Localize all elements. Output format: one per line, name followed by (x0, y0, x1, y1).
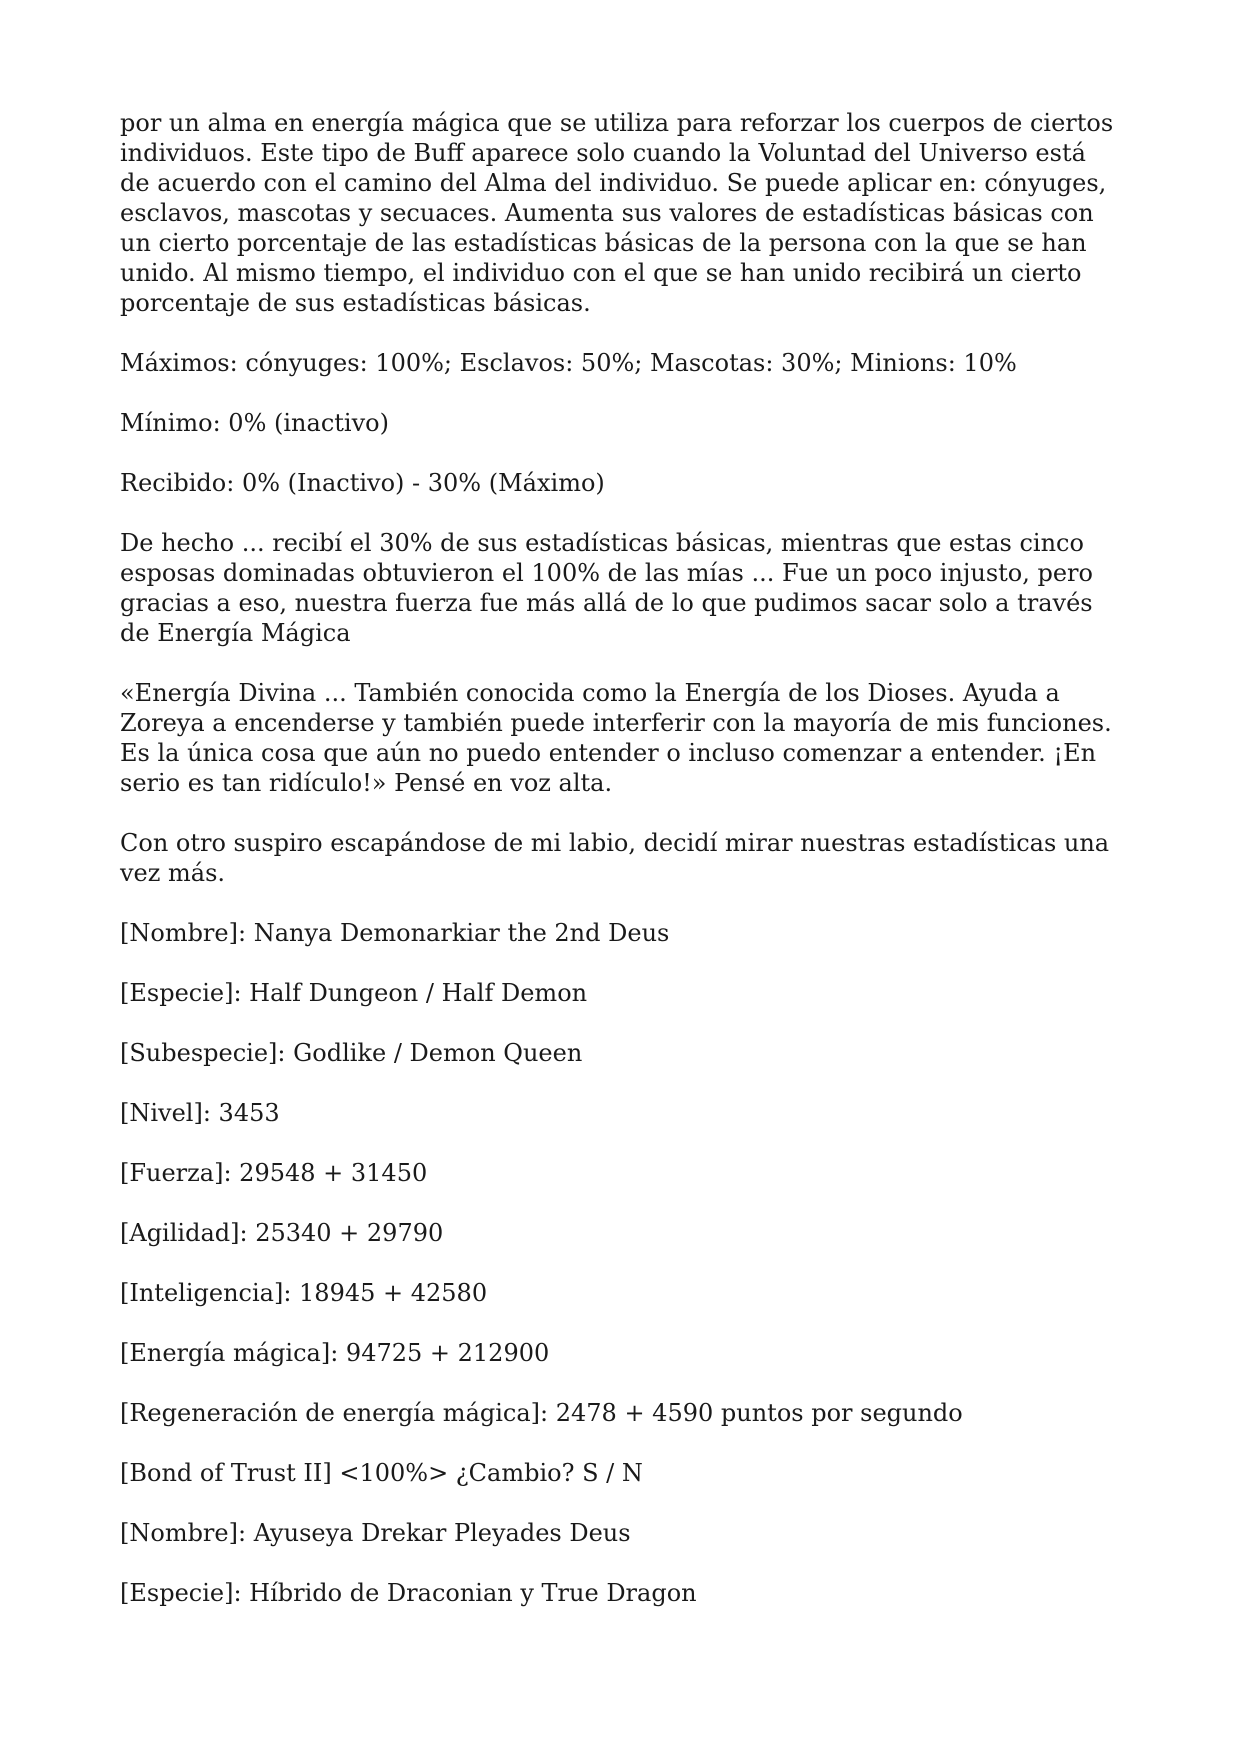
stat-line-species-2: [Especie]: Híbrido de Draconian y True Dragon (120, 1579, 697, 1607)
paragraph-divine-energy-quote: «Energía Divina ... También conocida como la Energía de los Dioses. Ayuda a Zoreya a encenderse y también puede interferir con la mayoría de mis funciones. Es la única cosa que aún no puedo entender o incluso comenzar a entender. ¡En serio es tan ridículo!» Pensé en voz alta. (120, 679, 1112, 797)
stat-line-level: [Nivel]: 3453 (120, 1099, 280, 1127)
stat-line-strength: [Fuerza]: 29548 + 31450 (120, 1159, 428, 1187)
paragraph-bond-description: por un alma en energía mágica que se utiliza para reforzar los cuerpos de ciertos individuos. Este tipo de Buff aparece solo cuando la Voluntad del Universo está de acuerdo con el camino del Alma del individuo. Se puede aplicar en: cónyuges, esclavos, mascotas y secuaces. Aumenta sus valores de estadísticas básicas con un cierto porcentaje de las estadísticas básicas de la persona con la que se han unido. Al mismo tiempo, el individuo con el que se han unido recibirá un cierto porcentaje de sus estadísticas básicas. (120, 109, 1114, 317)
paragraph-narration-stats: De hecho ... recibí el 30% de sus estadísticas básicas, mientras que estas cinco esposas dominadas obtuvieron el 100% de las mías ... Fue un poco injusto, pero gracias a eso, nuestra fuerza fue más allá de lo que pudimos sacar solo a través de Energía Mágica (120, 529, 1093, 647)
stat-line-magic-energy: [Energía mágica]: 94725 + 212900 (120, 1339, 550, 1367)
paragraph-minimum: Mínimo: 0% (inactivo) (120, 409, 389, 437)
stat-line-name-2: [Nombre]: Ayuseya Drekar Pleyades Deus (120, 1519, 631, 1547)
stat-line-bond-of-trust: [Bond of Trust II] <100%> ¿Cambio? S / N (120, 1459, 643, 1487)
paragraph-received: Recibido: 0% (Inactivo) - 30% (Máximo) (120, 469, 605, 497)
document-page (120, 108, 1130, 1638)
stat-line-species: [Especie]: Half Dungeon / Half Demon (120, 979, 588, 1007)
paragraph-maximums: Máximos: cónyuges: 100%; Esclavos: 50%; Mascotas: 30%; Minions: 10% (120, 349, 1017, 377)
stat-line-intelligence: [Inteligencia]: 18945 + 42580 (120, 1279, 488, 1307)
stat-line-magic-regen: [Regeneración de energía mágica]: 2478 + 4590 puntos por segundo (120, 1399, 963, 1427)
stat-line-subspecies: [Subespecie]: Godlike / Demon Queen (120, 1039, 583, 1067)
stat-line-agility: [Agilidad]: 25340 + 29790 (120, 1219, 444, 1247)
stat-line-name: [Nombre]: Nanya Demonarkiar the 2nd Deus (120, 919, 670, 947)
paragraph-sigh: Con otro suspiro escapándose de mi labio, decidí mirar nuestras estadísticas una vez más. (120, 829, 1110, 887)
